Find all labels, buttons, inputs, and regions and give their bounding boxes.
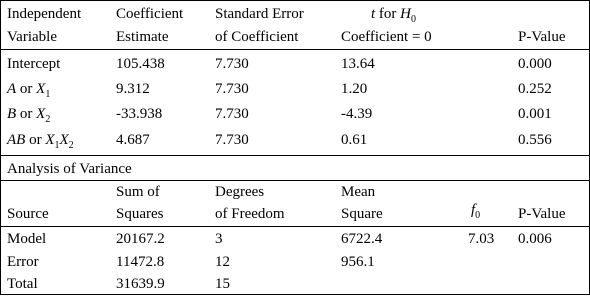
se-value: 7.730 [215,81,249,97]
row-label: AB or $X_1X_2$ [7,132,74,151]
header-estimate: Estimate [116,29,169,45]
divider [1,180,589,181]
se-value: 7.730 [215,132,249,148]
coef-value: 9.312 [116,81,150,97]
t-value: 1.20 [341,81,368,97]
ms-value: 6722.4 [341,231,383,247]
t-value: 13.64 [341,56,375,72]
header-degrees: Degrees [215,184,265,200]
df-value: 3 [215,231,223,247]
anova-header-row-2 [1,202,589,232]
table-row [1,57,589,82]
table-row [1,232,589,257]
coef-value: 105.438 [116,56,165,72]
table-row [1,107,589,132]
f-value: 7.03 [468,231,495,247]
header-p-value: P-Value [518,206,566,222]
header-square: Square [341,206,383,222]
row-label: Intercept [7,56,61,72]
header-of-freedom: of Freedom [215,206,285,222]
header-squares: Squares [116,206,164,222]
header-sum-of: Sum of [116,184,160,200]
source-label: Total [7,276,38,292]
header-standard-error: Standard Error [215,6,304,22]
ss-value: 20167.2 [116,231,165,247]
source-label: Model [7,231,47,247]
header-p-value: P-Value [518,29,566,45]
row-label: B or $X_2$ [7,106,51,125]
row-label: A or $X_1$ [7,81,51,100]
coef-value: 4.687 [116,132,150,148]
header-t-for-h0: t for $H_0$ [371,6,417,25]
header-coefficient-eq-0: Coefficient = 0 [341,29,432,45]
ss-value: 11472.8 [116,254,165,270]
header-mean: Mean [341,184,376,200]
ms-value: 956.1 [341,254,375,270]
anova-title-row [1,162,589,187]
t-value: -4.39 [341,106,373,122]
df-value: 15 [215,276,230,292]
df-value: 12 [215,254,230,270]
divider [1,49,589,50]
anova-title: Analysis of Variance [7,161,132,177]
header-variable: Variable [7,29,57,45]
divider [1,226,589,227]
header-f0: $f_0$ [471,202,481,221]
table-row [1,277,589,302]
header-independent: Independent [7,6,82,22]
source-label: Error [7,254,39,270]
p-value: 0.006 [518,231,552,247]
divider [1,155,589,156]
p-value: 0.000 [518,56,552,72]
p-value: 0.001 [518,106,552,122]
p-value: 0.252 [518,81,552,97]
coef-value: -33.938 [116,106,163,122]
ss-value: 31639.9 [116,276,165,292]
se-value: 7.730 [215,56,249,72]
header-source: Source [7,206,49,222]
t-value: 0.61 [341,132,368,148]
header-of-coefficient: of Coefficient [215,29,299,45]
table-row [1,82,589,107]
header-coefficient: Coefficient [116,6,184,22]
se-value: 7.730 [215,106,249,122]
regression-header-row-2 [1,30,589,55]
p-value: 0.556 [518,132,552,148]
